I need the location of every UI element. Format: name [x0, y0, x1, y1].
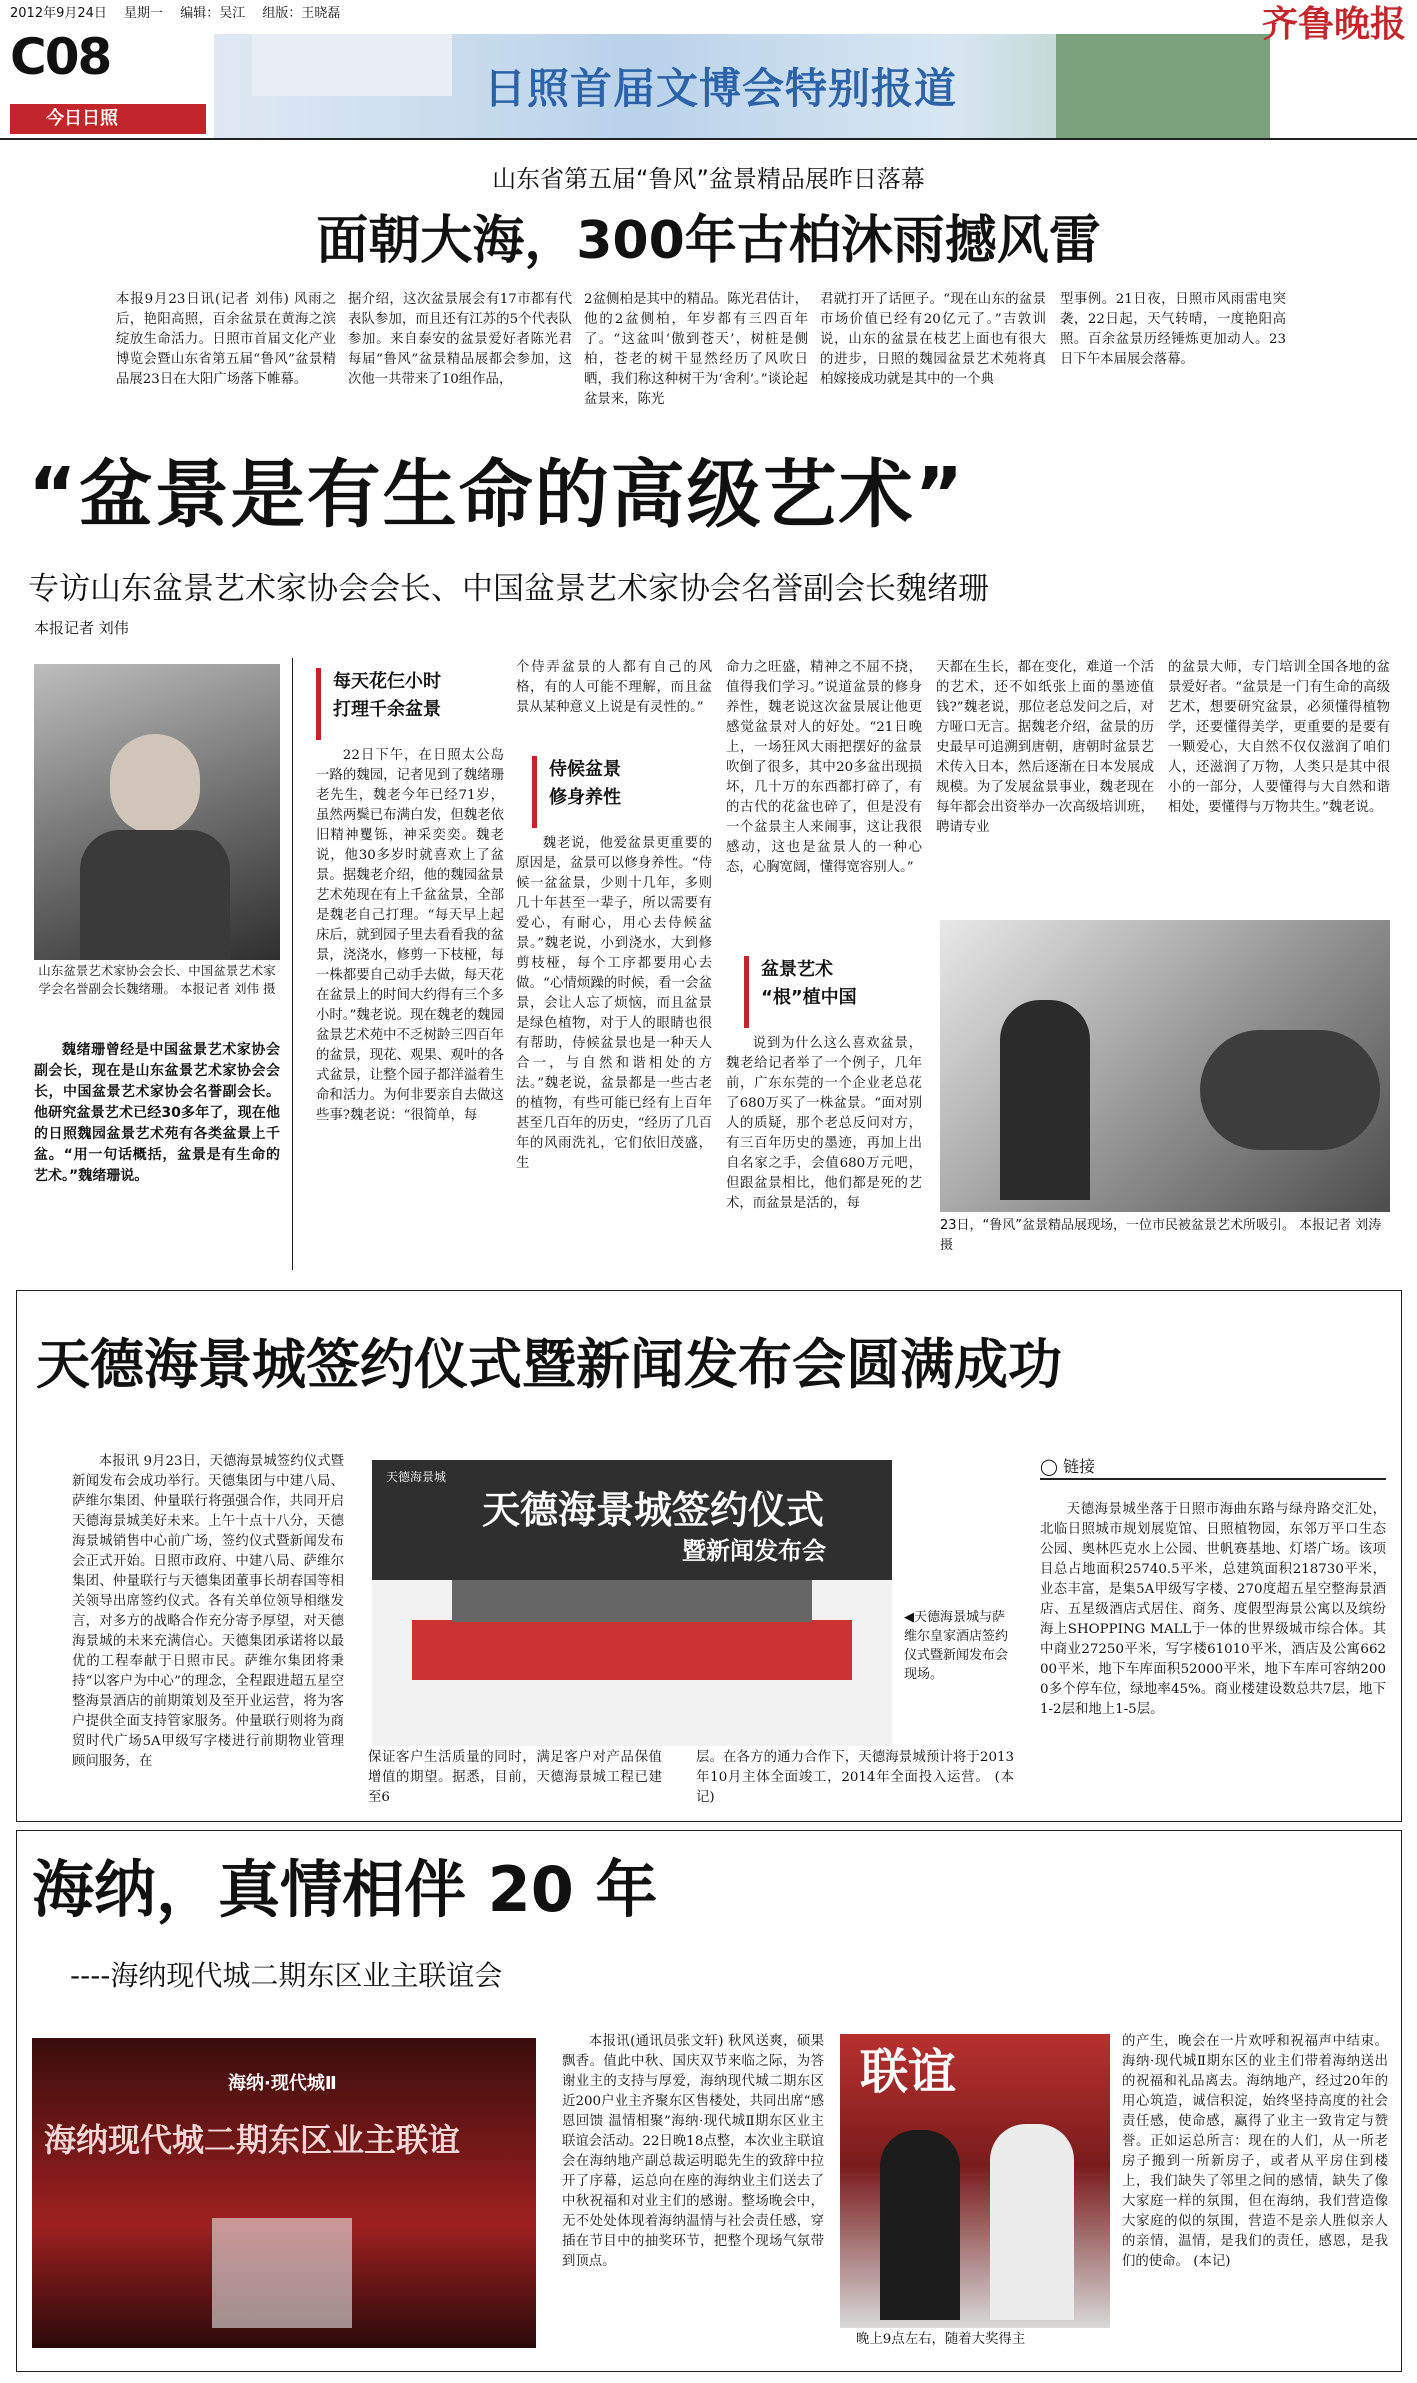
header-date: 2012年9月24日 [10, 6, 107, 21]
photo-banner-text: 天德海景城签约仪式 [482, 1488, 825, 1532]
article4-col3: 的产生，晚会在一片欢呼和祝福声中结束。海纳·现代城Ⅱ期东区的业主们带着海纳送出的祝福和礼品离去。海纳地产，经过20年的用心筑造，诚信积淀，始终坚持高度的社会责任感，使命感，赢得了业主一致肯定与赞誉。正如运总所言：现在的人们，从一所老房子搬到一所新房子，或者从平房住到楼上，我们缺失了邻里之间的感情，缺失了像大家庭一样的氛围，但在海纳，我们营造像大家庭的似的氛围，营造不是亲人胜似亲人的亲情，温情，是我们的责任，感恩，是我们的使命。 (本记) [1122, 2034, 1388, 2269]
subhead-1-line1: 每天花仨小时 [333, 671, 441, 692]
banner-title: 日照首届文博会特别报道 [484, 64, 958, 113]
article2-col2a: 个侍弄盆景的人都有自己的风格，有的人可能不理解，而且盆景从某种意义上说是有灵性的。” [516, 660, 712, 715]
subhead-2 [532, 756, 719, 828]
interview-portrait-photo [34, 664, 280, 960]
photo-officials [452, 1580, 812, 1622]
gala-stage-photo [32, 2038, 536, 2348]
article2-byline: 本报记者 刘伟 [34, 619, 129, 637]
article2-col3b: 说到为什么这么喜欢盆景，魏老给记者举了一个例子，几年前，广东东莞的一个企业老总花了680万买了一株盆景。“面对别人的质疑，那个老总反问对方，有三百年历史的墨迹，再加上出自名家之手，会值680万元吧，但跟盆景相比，他们都是死的艺术，而盆景是活的，每 [726, 1036, 922, 1211]
article1-col3: 2盆侧柏是其中的精品。陈光君估计，他的2盆侧柏，年岁都有三四百年了。“这盆叫‘傲到苍天’，树桩是侧柏，苍老的树干显然经历了风吹日晒，我们称这种树干为‘舍利’。”谈论起盆景来，陈光 [584, 292, 808, 407]
subhead-3-line1: 盆景艺术 [761, 959, 833, 980]
header-layout: 组版：王晓磊 [262, 6, 341, 21]
article3-col1: 本报讯 9月23日，天德海景城签约仪式暨新闻发布会成功举行。天德集团与中建八局、萨维尔集团、仲量联行将强强合作，共同开启天德海景城美好未来。上午十点十八分，天德海景城销售中心前广场，签约仪式暨新闻发布会正式开始。日照市政府、中建八局、萨维尔集团、仲量联行与天德集团董事长胡春国等相关领导出席签约仪式。各有关单位领导相继发言，对多方的战略合作充分寄予厚望，对天德海景城的未来充满信心。天德集团承诺将以最优的工程奉献于日照市民。萨维尔集团将秉持“以客户为中心”的理念，全程跟进超五星空整海景酒店的前期策划及至开业运营，将为客户提供全面支持管家服务。仲量联行则将为商贸时代广场5A甲级写字楼进行前期物业管理顾问服务，在 [72, 1454, 344, 1769]
subhead-1 [316, 668, 503, 740]
subhead-2-line1: 侍候盆景 [549, 759, 621, 780]
award-person-right [990, 2124, 1074, 2320]
article2-col1: 22日下午，在日照太公岛一路的魏园，记者见到了魏绪珊老先生，魏老今年已经71岁，虽然两鬓已布满白发，但魏老依旧精神矍铄，神采奕奕。魏老说，他30多岁时就喜欢上了盆景。据魏老介绍，他的魏园盆景艺术苑现在有上千盆盆景，全部是魏老自己打理。“每天早上起床后，就到园子里去看看我的盆景，浇浇水，修剪一下枝桠，每一株都要自己动手去做，每天花在盆景上的时间大约得有三个多小时。”魏老说。现在魏老的魏园盆景艺术苑中不乏树龄三四百年的盆景，现花、观果、观叶的各式盆景，让整个园子都洋溢着生命和活力。为何非要亲自去做这些事?魏老说：“很简单，每 [316, 748, 504, 1123]
gala-dancers [212, 2218, 352, 2328]
banner-building-right [1056, 34, 1270, 138]
portrait-caption: 山东盆景艺术家协会会长、中国盆景艺术家学会名誉副会长魏绪珊。 本报记者 刘伟 摄 [38, 963, 276, 996]
article1-title: 面朝大海，300年古柏沐雨撼风雷 [316, 211, 1101, 271]
bonsai-exhibition-photo [940, 920, 1390, 1212]
header-rule [0, 138, 1417, 140]
photo-banner-subtext: 暨新闻发布会 [682, 1537, 826, 1565]
photo-visitor [1000, 1000, 1090, 1200]
header-editor: 编辑：吴江 [180, 6, 246, 21]
portrait-body [80, 830, 230, 960]
article3-col3: 层。在各方的通力合作下，天德海景城预计将于2013年10月主体全面竣工，2014年全面投入运营。 (本记) [696, 1750, 1014, 1805]
subhead-1-line2: 打理千余盆景 [333, 699, 441, 720]
article4-subtitle: ----海纳现代城二期东区业主联谊会 [70, 1959, 503, 1992]
portrait-face [110, 734, 200, 834]
subhead-3-line2: “根”植中国 [761, 987, 857, 1008]
page-number: C08 [10, 28, 111, 86]
subhead-2-line2: 修身养性 [549, 787, 621, 808]
signing-photo-caption: ◀天德海景城与萨维尔皇家酒店签约仪式暨新闻发布会现场。 [904, 1610, 1009, 1682]
banner-image [214, 34, 1270, 138]
article2-title: “盆景是有生命的高级艺术” [28, 452, 966, 538]
article1-col4: 君就打开了话匣子。“现在山东的盆景市场价值已经有20亿元了。”吉敦训说，山东的盆景在枝艺上面也有很大的进步，日照的魏园盆景艺术苑将真柏嫁接成功就是其中的一个典 [820, 292, 1046, 387]
article1-col5: 型事例。21日夜，日照市风雨雷电突袭，22日起，天气转晴，一度艳阳高照。百余盆景历经锤炼更加动人。23日下午本届展会落幕。 [1060, 292, 1286, 367]
article4-col2: 晚上9点左右，随着大奖得主 [856, 2332, 1026, 2347]
brand-logo: 齐鲁晚报 [1262, 4, 1407, 45]
award-winners-photo [840, 2034, 1110, 2328]
gala-logo-text: 海纳·现代城Ⅱ [228, 2073, 337, 2094]
gala-banner-text: 海纳现代城二期东区业主联谊 [44, 2121, 461, 2159]
article2-intro: 魏绪珊曾经是中国盆景艺术家协会副会长，现在是山东盆景艺术家协会会长，中国盆景艺术家协会名誉副会长。他研究盆景艺术已经30多年了，现在他的日照魏园盆景艺术苑有各类盆景上千盆。“用一句话概括，盆景是有生命的艺术。”魏绪珊说。 [34, 1042, 280, 1184]
article2-col3a: 命力之旺盛，精神之不屈不挠，值得我们学习。”说道盆景的修身养性，魏老说这次盆景展让他更感觉盆景对人的好处。“21日晚上，一场狂风大雨把摆好的盆景吹倒了很多，其中20多盆出现损坏，几十万的东西都打碎了，有的古代的花盆也碎了，但是没有一个盆景主人来闹事，这让我很感动，这也是盆景人的一种心态，心胸宽阔，懂得宽容别人。” [726, 660, 922, 875]
banner-building-left [252, 34, 452, 96]
award-photo-text: 联谊 [860, 2044, 957, 2100]
article2-subtitle: 专访山东盆景艺术家协会会长、中国盆景艺术家协会名誉副会长魏绪珊 [28, 571, 989, 607]
photo-signing-table [412, 1620, 852, 1680]
article3-col2: 保证客户生活质量的同时，满足客户对产品保值增值的期望。据悉，目前，天德海景城工程已建至6 [368, 1750, 662, 1805]
article4-col1: 本报讯(通讯员张文轩) 秋风送爽，硕果飘香。值此中秋、国庆双节来临之际，为答谢业主的支持与厚爱，海纳现代城二期东区近200户业主齐聚东区售楼处，共同出席“感恩回馈 温情相聚”海纳·现代城Ⅱ期东区业主联谊会活动。22日晚18点整，本次业主联谊会在海纳地产副总裁运明聪先生的致辞中拉开了序幕，运总向在座的海纳业主们送去了中秋祝福和对业主们的感谢。整场晚会中，无不处处体现着海纳温情与社会责任感，穿插在节目中的抽奖环节，把整个现场气氛带到顶点。 [562, 2034, 824, 2269]
article1-col2: 据介绍，这次盆景展会有17市都有代表队参加，而且还有江苏的5个代表队参加。来自泰安的盆景爱好者陈光君每届“鲁风”盆景精品展都会参加，这次他一共带来了10组作品， [348, 292, 572, 387]
article2-divider [292, 658, 293, 1270]
header-meta [10, 6, 480, 22]
photo-bonsai [1200, 1030, 1380, 1150]
article2-col4: 天都在生长，都在变化，难道一个活的艺术，还不如纸张上面的墨迹值钱?”魏老说，那位老总发问之后，对方哑口无言。据魏老介绍，盆景的历史最早可追溯到唐朝，唐朝时盆景艺术传入日本，然后逐渐在日本发展成规模。为了发展盆景事业，魏老现在每年都会出资举办一次高级培训班，聘请专业 [936, 660, 1154, 835]
photo-logo-text: 天德海景城 [386, 1470, 447, 1484]
award-person-left [880, 2130, 960, 2320]
signing-ceremony-photo [372, 1460, 892, 1746]
section-label: 今日日照 [10, 104, 206, 134]
article1-kicker: 山东省第五届“鲁风”盆景精品展昨日落幕 [492, 165, 925, 193]
article3-title: 天德海景城签约仪式暨新闻发布会圆满成功 [36, 1333, 1062, 1396]
bonsai-photo-caption: 23日，“鲁风”盆景精品展现场，一位市民被盆景艺术所吸引。 本报记者 刘涛 摄 [940, 1218, 1382, 1253]
article4-title: 海纳，真情相伴 20 年 [32, 1853, 658, 1926]
subhead-3 [744, 956, 929, 1028]
link-sidebar-text: 天德海景城坐落于日照市海曲东路与绿舟路交汇处，北临日照城市规划展览馆、日照植物园，东邻万平口生态公园、奥林匹克水上公园、世帆赛基地、灯塔广场。该项目总占地面积25740.5平米，总建筑面积218730平米，业态丰富，是集5A甲级写字楼、270度超五星空整海景酒店、五星级酒店式居住、商务、度假型海景公寓以及缤纷海上SHOPPING MALL于一体的世界级城市综合体。其中商业27250平米，写字楼61010平米，酒店及公寓66200平米，地下车库面积52000平米，地下车库可容纳2000多个停车位，绿地率45%。商业楼建设数总共7层，地下1-2层和地上1-5层。 [1040, 1502, 1386, 1717]
link-sidebar-header [1040, 1456, 1386, 1480]
link-label: 链接 [1063, 1457, 1096, 1476]
article1-col1: 本报9月23日讯(记者 刘伟) 风雨之后，艳阳高照，百余盆景在黄海之滨绽放生命活力。日照市首届文化产业博览会暨山东省第五届“鲁风”盆景精品展23日在大阳广场落下帷幕。 [116, 292, 336, 387]
link-circle-icon: ◯ [1040, 1457, 1058, 1476]
article2-col2b: 魏老说，他爱盆景更重要的原因是，盆景可以修身养性。“侍候一盆盆景，少则十几年，多则几十年甚至一辈子，所以需要有爱心，有耐心，用心去侍候盆景。”魏老说，小到浇水，大到修剪枝桠，每个工序都要用心去做。“心情烦躁的时候，看一会盆景，会让人忘了烦恼，而且盆景是绿色植物，对于人的眼睛也很有帮助，侍候盆景也是一种天人合一，与自然和谐相处的方法。”魏老说，盆景都是一些古老的植物，有些可能已经有上百年甚至几百年的历史，“经历了几百年的风雨洗礼，它们依旧茂盛，生 [516, 836, 712, 1171]
header-weekday: 星期一 [124, 6, 164, 21]
article2-col5: 的盆景大师，专门培训全国各地的盆景爱好者。“盆景是一门有生命的高级艺术，想要研究盆景，必须懂得植物学，还要懂得美学，更重要的是要有一颗爱心，大自然不仅仅滋润了咱们人，还滋润了万物，人类只是其中很小的一部分，人要懂得与大自然和谐相处，要懂得与万物共生。”魏老说。 [1168, 660, 1390, 815]
